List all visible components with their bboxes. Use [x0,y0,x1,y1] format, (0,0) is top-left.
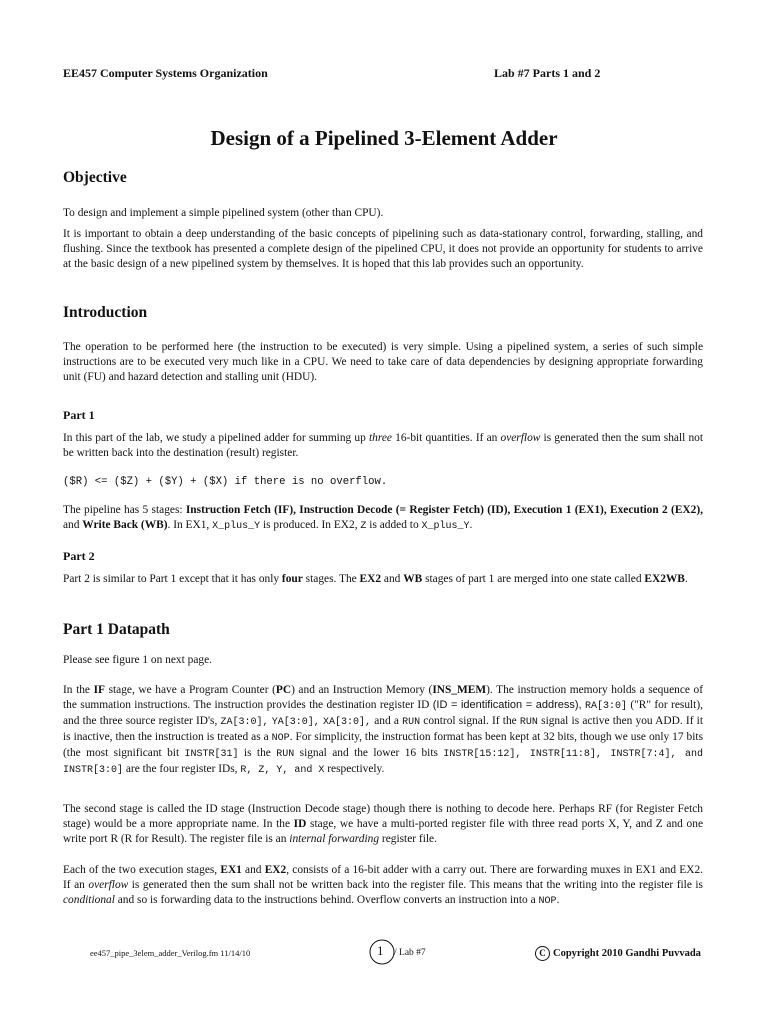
datapath-paragraph-1: Please see figure 1 on next page. [63,654,212,666]
footer-filename: ee457_pipe_3elem_adder_Verilog.fm 11/14/10 [90,948,251,958]
objective-paragraph-1: To design and implement a simple pipelined system (other than CPU). [63,207,384,219]
page-lab-label: / Lab #7 [394,948,426,958]
objective-paragraph-2: It is important to obtain a deep understanding of the basic concepts of pipelining such as data-stationary control, forwarding, stalling, and flushing. Since the textbook has presented a complete design of the pipelined CPU, it does not provide an opportunity for students to arrive at the basic design of a new pipelined system by themselves. It is hoped that this lab provides such an opportunity. [63,228,703,270]
datapath-paragraph-2: In the IF stage, we have a Program Counter (PC) and an Instruction Memory (INS_MEM). The instruction memory holds a sequence of the summation instructions. The instruction provides the destination register ID (ID = identification = address), RA[3:0] ("R" for result), and the three source register ID's, ZA[3:0], YA[3:0], XA[3:0], and a RUN control signal. If the RUN signal is active then you ADD. If it is inactive, then the instruction is treated as a NOP. For simplicity, the instruction format has been kept at 32 bits, though we use only 17 bits (the most significant bit INSTR[31] is the RUN signal and the lower 16 bits INSTR[15:12], INSTR[11:8], INSTR[7:4], and INSTR[3:0] are the four register IDs, R, Z, Y, and X respectively. [63,684,704,776]
page-number-badge [368,938,436,966]
page-title: Design of a Pipelined 3-Element Adder [210,126,558,150]
copyright-icon: C [535,946,550,961]
course-title: EE457 Computer Systems Organization [63,66,268,80]
part1-code-line: ($R) <= ($Z) + ($Y) + ($X) if there is no overflow. [63,476,388,488]
datapath-paragraph-3: The second stage is called the ID stage (Instruction Decode stage) though there is nothing to decode here. Perhaps RF (for Register Fetch stage) would be a more appropriate name. In the ID stage, we have a multi-ported register file with three read ports X, Y, and Z and one write port R (R for Result). The register file is an internal forwarding register file. [63,803,703,845]
part2-paragraph: Part 2 is similar to Part 1 except that it has only four stages. The EX2 and WB stages of part 1 are merged into one state called EX2WB. [63,573,688,585]
introduction-paragraph: The operation to be performed here (the instruction to be executed) is very simple. Using a pipelined system, a series of such simple instructions are to be executed very much like in a CPU. We need to take care of data dependencies by designing appropriate forwarding unit (FU) and hazard detection and stalling unit (HDU). [63,341,703,383]
page-number: 1 [377,943,384,958]
objective-heading: Objective [63,169,127,186]
part1-paragraph-1: In this part of the lab, we study a pipelined adder for summing up three 16-bit quantities. If an overflow is generated then the sum shall not be written back into the destination (result) register. [63,432,704,459]
part1-paragraph-2: The pipeline has 5 stages: Instruction Fetch (IF), Instruction Decode (= Register Fetch) (ID), Execution 1 (EX1), Execution 2 (EX2), and Write Back (WB). In EX1, X_plus_Y is produced. In EX2, Z is added to X_plus_Y. [63,504,703,532]
part2-heading: Part 2 [63,549,95,563]
datapath-paragraph-4: Each of the two execution stages, EX1 and EX2, consists of a 16-bit adder with a carry out. There are forwarding muxes in EX1 and EX2. If an overflow is generated then the sum shall not be written back into the register file. This means that the writing into the register file is conditional and so is forwarding data to the instructions behind. Overflow converts an instruction into a NOP. [63,864,703,907]
part1-heading: Part 1 [63,408,95,422]
lab-label: Lab #7 Parts 1 and 2 [494,66,601,80]
datapath-heading: Part 1 Datapath [63,621,170,638]
copyright-text: Copyright 2010 Gandhi Puvvada [553,947,701,959]
introduction-heading: Introduction [63,304,148,321]
copyright-notice [535,946,701,961]
